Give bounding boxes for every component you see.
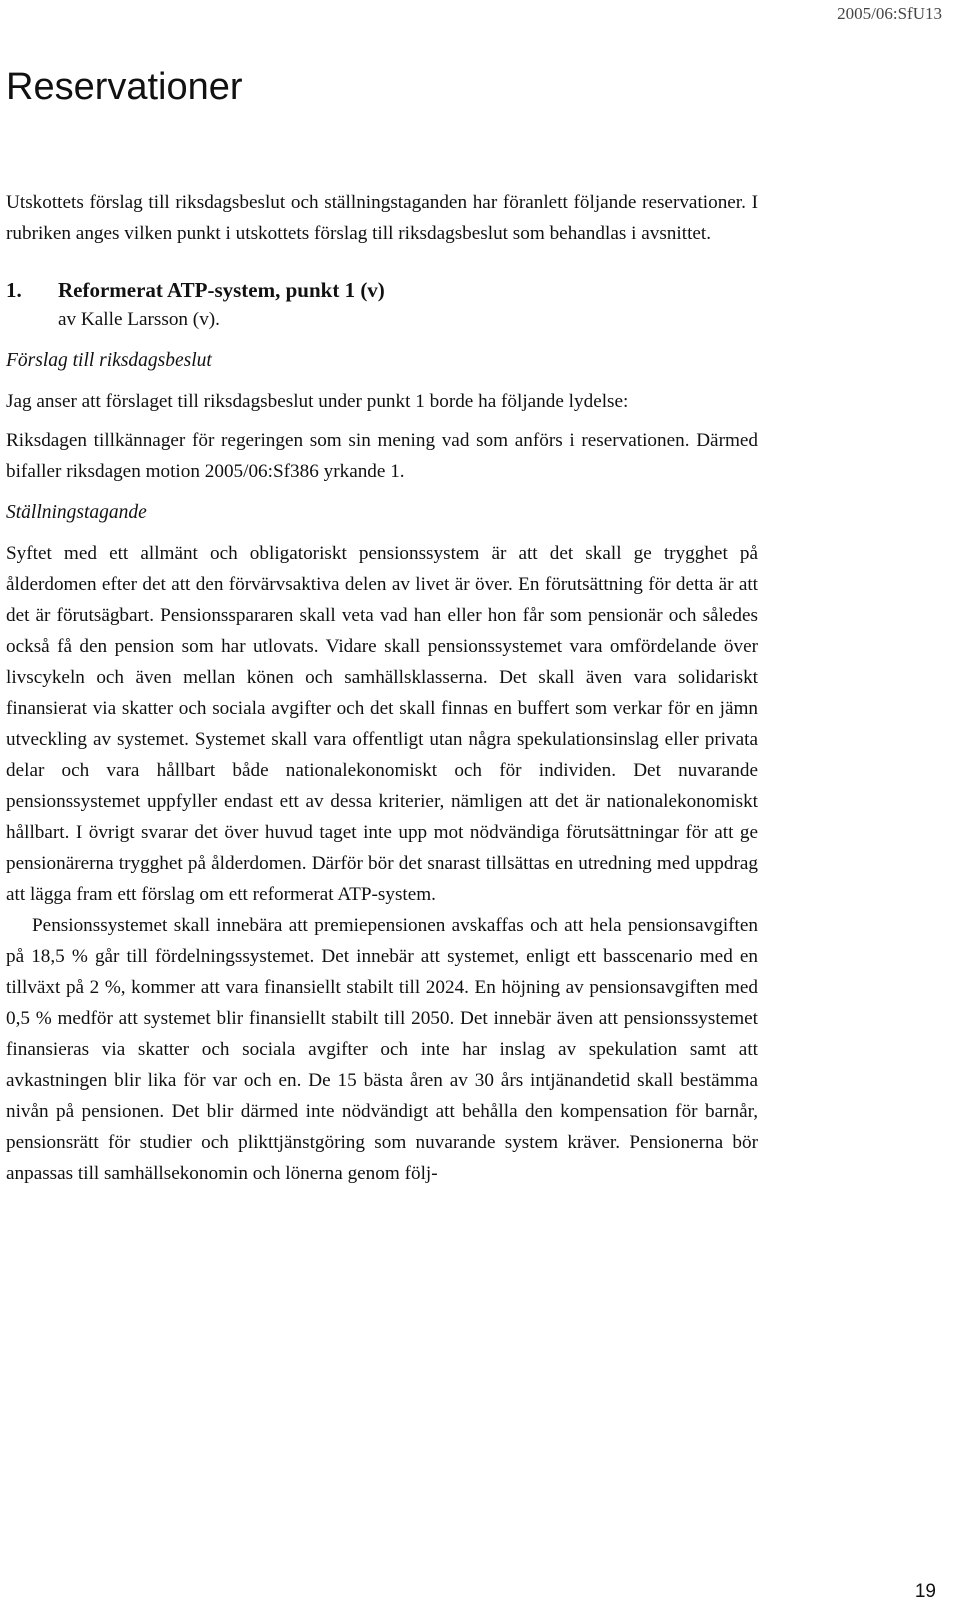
- page-number: 19: [914, 1581, 936, 1602]
- position-paragraph: Pensionssystemet skall innebära att premiepensionen avskaffas och att hela pensionsavgiften på 18,5 % går till fördelningssystemet. Det innebär att systemet, enligt ett basscenario med en tillväxt på 2 %, kommer att vara finansiellt stabilt till 2024. En höjning av pensionsavgiften med 0,5 % medför att systemet blir finansiellt stabilt till 2050. Det innebär även att pensionssystemet finansieras via skatter och sociala avgifter och inte har inslag av spekulation samt att avkastningen blir lika för var och en. De 15 bästa åren av 30 års intjänandetid skall bestämma nivån på pensionen. Det blir därmed inte nödvändigt att behålla den kompensation för barnår, pensionsrätt för studier och plikttjänstgöring som nuvarande system kräver. Pensionerna bör anpassas till samhällsekonomin och lönerna genom följ-: [6, 915, 758, 1184]
- proposal-heading: Förslag till riksdagsbeslut: [6, 350, 212, 371]
- position-heading: Ställningstagande: [6, 502, 147, 523]
- intro-paragraph: Utskottets förslag till riksdagsbeslut och ställningstaganden har föranlett följande reservationer. I rubriken anges vilken punkt i utskottets förslag till riksdagsbeslut som behandlas i avsnittet.: [6, 192, 758, 244]
- reservation-title: Reformerat ATP-system, punkt 1 (v): [58, 278, 385, 302]
- document-id: 2005/06:SfU13: [837, 4, 942, 23]
- reservation-author: av Kalle Larsson (v).: [58, 309, 220, 330]
- position-paragraph: Syftet med ett allmänt och obligatoriskt pensionssystem är att det skall ge trygghet på ålderdomen efter det att den förvärvsaktiva delen av livet är över. En förutsättning för detta är att det är förutsägbart. Pensionsspararen skall veta vad han eller hon får som pensionär och således också få den pension som har utlovats. Vidare skall pensionssystemet vara omfördelande över livscykeln och även mellan könen och samhällsklasserna. Det skall även vara solidariskt finansierat via skatter och sociala avgifter och det skall finnas en buffert som verkar för en jämn utveckling av systemet. Systemet skall vara offentligt utan några spekulationsinslag eller privata delar och vara hållbart både nationalekonomiskt och för individen. Det nuvarande pensionssystemet uppfyller endast ett av dessa kriterier, nämligen att det är nationalekonomiskt hållbart. I övrigt svarar det över huvud taget inte upp mot nödvändiga förutsättningar för att ge pensionärerna trygghet på ålderdomen. Därför bör det snarast tillsättas en utredning med uppdrag att lägga fram ett förslag om ett reformerat ATP-system.: [6, 543, 758, 905]
- page-title: Reservationer: [6, 66, 243, 108]
- document-body: [6, 187, 758, 1189]
- proposal-paragraph: Jag anser att förslaget till riksdagsbeslut under punkt 1 borde ha följande lydelse:: [6, 391, 629, 412]
- reservation-heading: [6, 275, 758, 305]
- proposal-paragraph: Riksdagen tillkännager för regeringen som sin mening vad som anförs i reservationen. Därmed bifaller riksdagen motion 2005/06:Sf386 yrkande 1.: [6, 430, 758, 482]
- reservation-number: 1.: [6, 278, 22, 302]
